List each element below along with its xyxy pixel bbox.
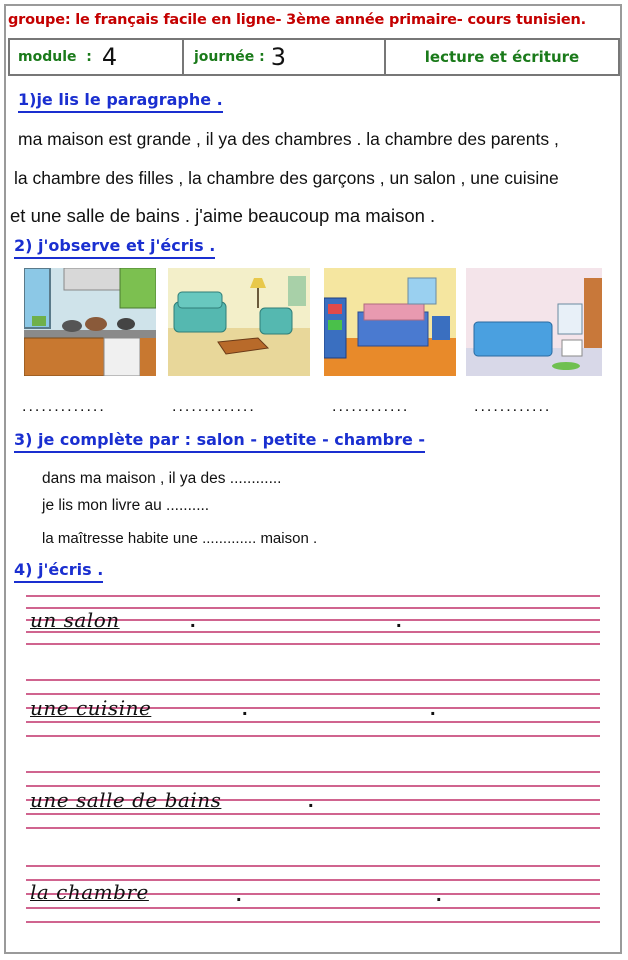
subject-cell [386, 40, 618, 74]
dot-marker: . [430, 698, 436, 720]
bathroom-picture [466, 268, 602, 376]
dot-marker: . [396, 610, 402, 632]
model-word-salon: un salon [30, 608, 120, 632]
model-word-cuisine: une cuisine [30, 696, 152, 720]
blank-bedroom[interactable]: ............ [332, 398, 410, 415]
dot-marker: . [308, 790, 314, 812]
paragraph-line-1: ma maison est grande , il ya des chambres . la chambre des parents , [18, 129, 559, 149]
section3-title: 3) je complète par : salon - petite - chambre - [14, 430, 425, 453]
section4-title: 4) j'écris . [14, 560, 103, 583]
blank-bathroom[interactable]: ............ [474, 398, 552, 415]
dot-marker: . [190, 610, 196, 632]
module-number: 4 [101, 43, 118, 71]
paragraph-line-3: et une salle de bains . j'aime beaucoup ma maison . [10, 205, 436, 226]
bedroom-picture [324, 268, 456, 376]
worksheet-title: groupe: le français facile en ligne- 3ème année primaire- cours tunisien. [8, 12, 586, 28]
subject-label: lecture et écriture [424, 48, 580, 66]
day-cell [184, 40, 386, 74]
day-number: 3 [270, 43, 286, 71]
fill-sentence-2: je lis mon livre au .......... [42, 497, 210, 514]
model-word-chambre: la chambre [30, 880, 149, 904]
living-room-picture [168, 268, 310, 376]
dot-marker: . [236, 884, 242, 906]
blank-living-room[interactable]: ............. [172, 398, 256, 415]
fill-sentence-1: dans ma maison , il ya des ............ [42, 470, 282, 487]
dot-marker: . [242, 698, 248, 720]
model-word-salle-de-bains: une salle de bains [30, 788, 222, 812]
kitchen-picture [24, 268, 156, 376]
fill-sentence-3: la maîtresse habite une ............. maison . [42, 530, 318, 547]
module-label: module : [18, 49, 92, 65]
dot-marker: . [436, 884, 442, 906]
paragraph-line-2: la chambre des filles , la chambre des garçons , un salon , une cuisine [14, 168, 559, 188]
blank-kitchen[interactable]: ............. [22, 398, 106, 415]
day-label: journée : [194, 49, 265, 65]
section2-title: 2) j'observe et j'écris . [14, 236, 215, 259]
module-cell [10, 40, 184, 74]
header-table [8, 38, 620, 76]
section1-title: 1)je lis le paragraphe . [18, 90, 223, 113]
